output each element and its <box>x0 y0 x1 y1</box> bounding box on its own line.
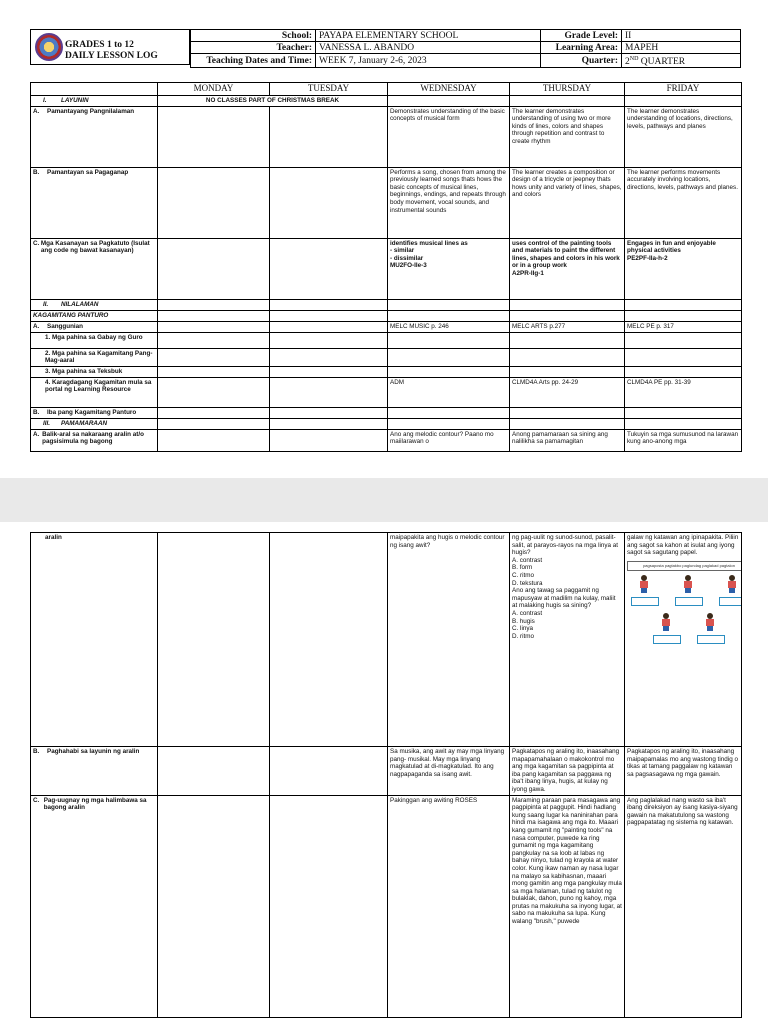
row-iba-pang-kagamitan <box>31 407 742 418</box>
area-value: MAPEH <box>622 42 741 54</box>
fri-cell: Pagkatapos ng araling ito, inaasahang maipapamalas mo ang wastong tindig o tikas at tamang paggalaw ng katawan sa pagsasagawa ng mga gawain. <box>625 747 742 796</box>
row-label <box>31 747 158 796</box>
competency-text: identifies musical lines as <box>390 239 468 247</box>
grade-label: Grade Level: <box>541 30 622 42</box>
row-number: C. <box>33 796 40 804</box>
quarter-word: QUARTER <box>640 57 686 68</box>
choice-item: B. hugis <box>512 617 535 625</box>
teacher-value: VANESSA L. ABANDO <box>316 42 541 54</box>
row-layunin <box>31 96 742 107</box>
row-balik-aral-cont <box>31 533 742 747</box>
row-kasanayan <box>31 238 742 299</box>
row-label <box>31 106 158 167</box>
competency-text: uses control of the painting tools and materials to paint the different lines, shapes and colors in his work or in a group work <box>512 239 620 270</box>
day-header-row <box>31 83 742 96</box>
section-number: II. <box>43 300 49 308</box>
choice-item: A. contrast <box>512 609 543 617</box>
row-number: B. <box>33 408 40 416</box>
child-figure-icon <box>637 575 651 593</box>
answer-box <box>631 597 659 606</box>
row-paghahabi <box>31 747 742 796</box>
wed-cell: Sa musika, ang awit ay may mga linyang pang- musikal. May mga linyang magkatulad at di-magkatulad. Ito ang nagpapaganda sa isang awit. <box>388 747 510 796</box>
row-title: Iba pang Kagamitang Panturo <box>47 408 137 416</box>
child-figure-icon <box>703 613 717 631</box>
row-kagamitang-mag-aaral <box>31 348 742 366</box>
row-title: Mga Kasanayan sa Pagkatuto (Isulat ang code ng bawat kasanayan) <box>40 239 150 255</box>
quarter-suffix: ND <box>629 56 639 62</box>
dates-label: Teaching Dates and Time: <box>191 54 316 68</box>
thu-cell: The learner demonstrates understanding of using two or more kinds of lines, colors and shapes through repetition and contrast to create rhythm <box>510 106 625 167</box>
form-title-line1: GRADES 1 to 12 <box>65 40 134 50</box>
row-number: B. <box>33 748 40 755</box>
section-kagamitan: KAGAMITANG PANTURO <box>31 310 158 321</box>
day-thursday: THURSDAY <box>510 83 625 96</box>
wed-cell: Pakinggan ang awiting ROSES <box>388 795 510 1017</box>
child-figure-icon <box>659 613 673 631</box>
choice-item: D. tekstura <box>512 579 543 587</box>
fri-cell: Ang paglalakad nang wasto sa iba't ibang direksiyon ay isang kasiya-siyang gawain na makatutulong sa wastong pagpapatatag ng sistema ng katawan. <box>625 795 742 1017</box>
child-figure-icon <box>725 575 739 593</box>
answer-box <box>675 597 703 606</box>
question-text: Ano ang tawag sa paggamit ng mapusyaw at madilim na kulay, maliit at malaking hugis sa sining? <box>512 587 616 610</box>
day-friday: FRIDAY <box>625 83 742 96</box>
thu-cell: The learner creates a composition or design of a tricycle or jeepney thats hows unity and variety of lines, shapes, and colors <box>510 167 625 238</box>
section-label: NILALAMAN <box>61 300 99 308</box>
school-label: School: <box>191 30 316 42</box>
wed-cell <box>388 238 510 299</box>
competency-code: MU2FO-IIe-3 <box>390 262 427 270</box>
section-number: III. <box>43 419 50 427</box>
choices-bar: pagsaposta pagtakbo paglundag paglakad pagtalon <box>627 561 742 571</box>
row-balik-aral <box>31 429 742 451</box>
choice-item: C. ritmo <box>512 571 535 579</box>
row-title: Pamantayan sa Pagaganap <box>47 168 129 176</box>
corner-cell <box>31 83 158 96</box>
lesson-table-page2 <box>30 532 742 1018</box>
fri-cell: The learner performs movements accurately involving locations, directions, levels, pathways and planes. <box>625 167 742 238</box>
day-monday: MONDAY <box>158 83 270 96</box>
header <box>30 29 741 68</box>
day-wednesday: WEDNESDAY <box>388 83 510 96</box>
movement-illustration <box>627 561 742 649</box>
answer-box <box>697 635 725 644</box>
row-label: 1. Mga pahina sa Gabay ng Guro <box>31 332 158 348</box>
day-tuesday: TUESDAY <box>270 83 388 96</box>
dates-value: WEEK 7, January 2-6, 2023 <box>316 54 541 68</box>
grade-value: II <box>622 30 741 42</box>
quarter-value <box>622 54 741 68</box>
row-label: 4. Karagdagang Kagamitan mula sa portal ng Learning Resource <box>31 377 158 407</box>
no-classes-note: NO CLASSES PART OF CHRISTMAS BREAK <box>158 96 388 107</box>
row-kagamitang-panturo <box>31 310 742 321</box>
row-paguugnay <box>31 795 742 1017</box>
answer-box <box>653 635 681 644</box>
row-pamantayan-pagaganap <box>31 167 742 238</box>
thu-cell: MELC ARTS p.277 <box>510 321 625 332</box>
competency-code: PE2PF-IIa-h-2 <box>627 254 668 262</box>
school-value: PAYAPA ELEMENTARY SCHOOL <box>316 30 541 42</box>
page-1 <box>0 0 768 478</box>
instruction-text: galaw ng katawan ang ipinapakita. Piliin ang sagot sa kahon at isulat ang iyong sagot sa sagutang papel. <box>627 534 739 557</box>
wed-cell: Performs a song, chosen from among the previously learned songs thats hows the basic concepts of musical lines, beginnings, endings, and repeats through body movement, vocal sounds, and instrumental sounds <box>388 167 510 238</box>
choice-item: C. linya <box>512 625 533 633</box>
section-layunin <box>31 96 158 107</box>
row-label: aralin <box>31 533 158 747</box>
competency-item: - dissimilar <box>390 254 424 262</box>
row-number: A. <box>33 430 40 438</box>
row-sanggunian <box>31 321 742 332</box>
section-label: LAYUNIN <box>61 97 89 104</box>
fri-cell: MELC PE p. 317 <box>625 321 742 332</box>
wed-cell: Demonstrates understanding of the basic concepts of musical form <box>388 106 510 167</box>
wed-cell: ADM <box>388 377 510 407</box>
thu-cell <box>510 533 625 747</box>
row-gabay <box>31 332 742 348</box>
row-label <box>31 238 158 299</box>
competency-item: - similar <box>390 247 415 255</box>
header-info-table <box>190 29 741 68</box>
row-label: 3. Mga pahina sa Teksbuk <box>31 366 158 377</box>
row-number: C. <box>33 239 40 247</box>
row-title: Paghahabi sa layunin ng aralin <box>47 748 140 755</box>
row-number: A. <box>33 322 40 330</box>
answer-box <box>719 597 742 606</box>
logo-block <box>30 29 190 65</box>
competency-text: Engages in fun and enjoyable physical activities <box>627 239 716 255</box>
teacher-label: Teacher: <box>191 42 316 54</box>
choice-item: D. ritmo <box>512 632 535 640</box>
form-title <box>65 40 158 62</box>
row-title: Pamantayang Pangnilalaman <box>47 107 135 115</box>
fri-cell: CLMD4A PE pp. 31-39 <box>625 377 742 407</box>
row-title: Pag-uugnay ng mga halimbawa sa bagong aralin <box>43 796 147 812</box>
fri-cell: The learner demonstrates understanding of locations, directions, levels, pathways and planes <box>625 106 742 167</box>
competency-code: A2PR-IIg-1 <box>512 269 544 277</box>
choice-item: B. form <box>512 564 533 572</box>
section-nilalaman <box>31 299 158 310</box>
row-label <box>31 429 158 451</box>
row-label <box>31 795 158 1017</box>
lesson-table-page1 <box>30 82 742 452</box>
wed-cell: Ano ang melodic contour? Paano mo maiilarawan o <box>388 429 510 451</box>
child-figure-icon <box>681 575 695 593</box>
wed-cell: MELC MUSIC p. 246 <box>388 321 510 332</box>
row-number: B. <box>33 168 40 176</box>
quarter-number: 2 <box>625 57 630 68</box>
fri-cell <box>625 533 742 747</box>
thu-cell: Anong pamamaraan sa sining ang nalilikha sa pamamagitan <box>510 429 625 451</box>
row-nilalaman <box>31 299 742 310</box>
page-2 <box>0 522 768 1024</box>
row-number: A. <box>33 107 40 115</box>
deped-seal-icon <box>35 33 63 61</box>
thu-cell <box>510 238 625 299</box>
row-label <box>31 167 158 238</box>
row-pamantayang-pangnilalaman <box>31 106 742 167</box>
row-title: Sanggunian <box>47 322 84 330</box>
thu-cell: Pagkatapos ng araling ito, inaasahang mapapamahalaan o makokontrol mo ang mga kagamitan sa pagpipinta at iba pang kagamitan sa paggawa ng iba't ibang linya, hugis, at kulay ng iyong gawa. <box>510 747 625 796</box>
thu-cell: Maraming paraan para masagawa ang pagpipinta at paggupit. Hindi hadlang kung saang lugar ka naninirahan para hindi ma isagawa ang mga ito. Maaari kang gumamit ng "painting tools" na nasa computer, puwede ka ring gumamit ng mga kagamitang pangkulay na sa loob at labas ng bahay ninyo, tulad ng krayola at water color. Kung ikaw naman ay nasa lugar na malayo sa kabihasnan, maaari mong gamitin ang mga pangkulay mula sa mga halaman, tulad ng talulot ng bulaklak, dahon, puno ng kahoy, mga prutas na makukuha sa inyong lugar, at sabo na makukuha sa lupa. Kung walang "brush," puwede <box>510 795 625 1017</box>
choice-item: A. contrast <box>512 556 543 564</box>
section-number: I. <box>43 97 47 104</box>
row-pamamaraan <box>31 418 742 429</box>
area-label: Learning Area: <box>541 42 622 54</box>
row-label <box>31 321 158 332</box>
row-teksbuk <box>31 366 742 377</box>
row-label <box>31 407 158 418</box>
row-karagdagang-kagamitan <box>31 377 742 407</box>
thu-cell: CLMD4A Arts pp. 24-29 <box>510 377 625 407</box>
section-pamamaraan <box>31 418 158 429</box>
row-label: 2. Mga pahina sa Kagamitang Pang-Mag-aaral <box>31 348 158 366</box>
wed-cell: maipapakita ang hugis o melodic contour ng isang awit? <box>388 533 510 747</box>
fri-cell: Tukuyin sa mga sumusunod na larawan kung ano-anong mga <box>625 429 742 451</box>
quarter-label: Quarter: <box>541 54 622 68</box>
question-text: ng pag-uulit ng sunod-sunod, pasalit-salit, at parayos-rayos na mga linya at hugis? <box>512 534 619 557</box>
fri-cell <box>625 238 742 299</box>
form-title-line2: DAILY LESSON LOG <box>65 51 158 61</box>
row-title: Balik-aral sa nakaraang aralin at/o pagsisimula ng bagong <box>42 430 144 446</box>
section-label: PAMAMARAAN <box>61 419 108 427</box>
